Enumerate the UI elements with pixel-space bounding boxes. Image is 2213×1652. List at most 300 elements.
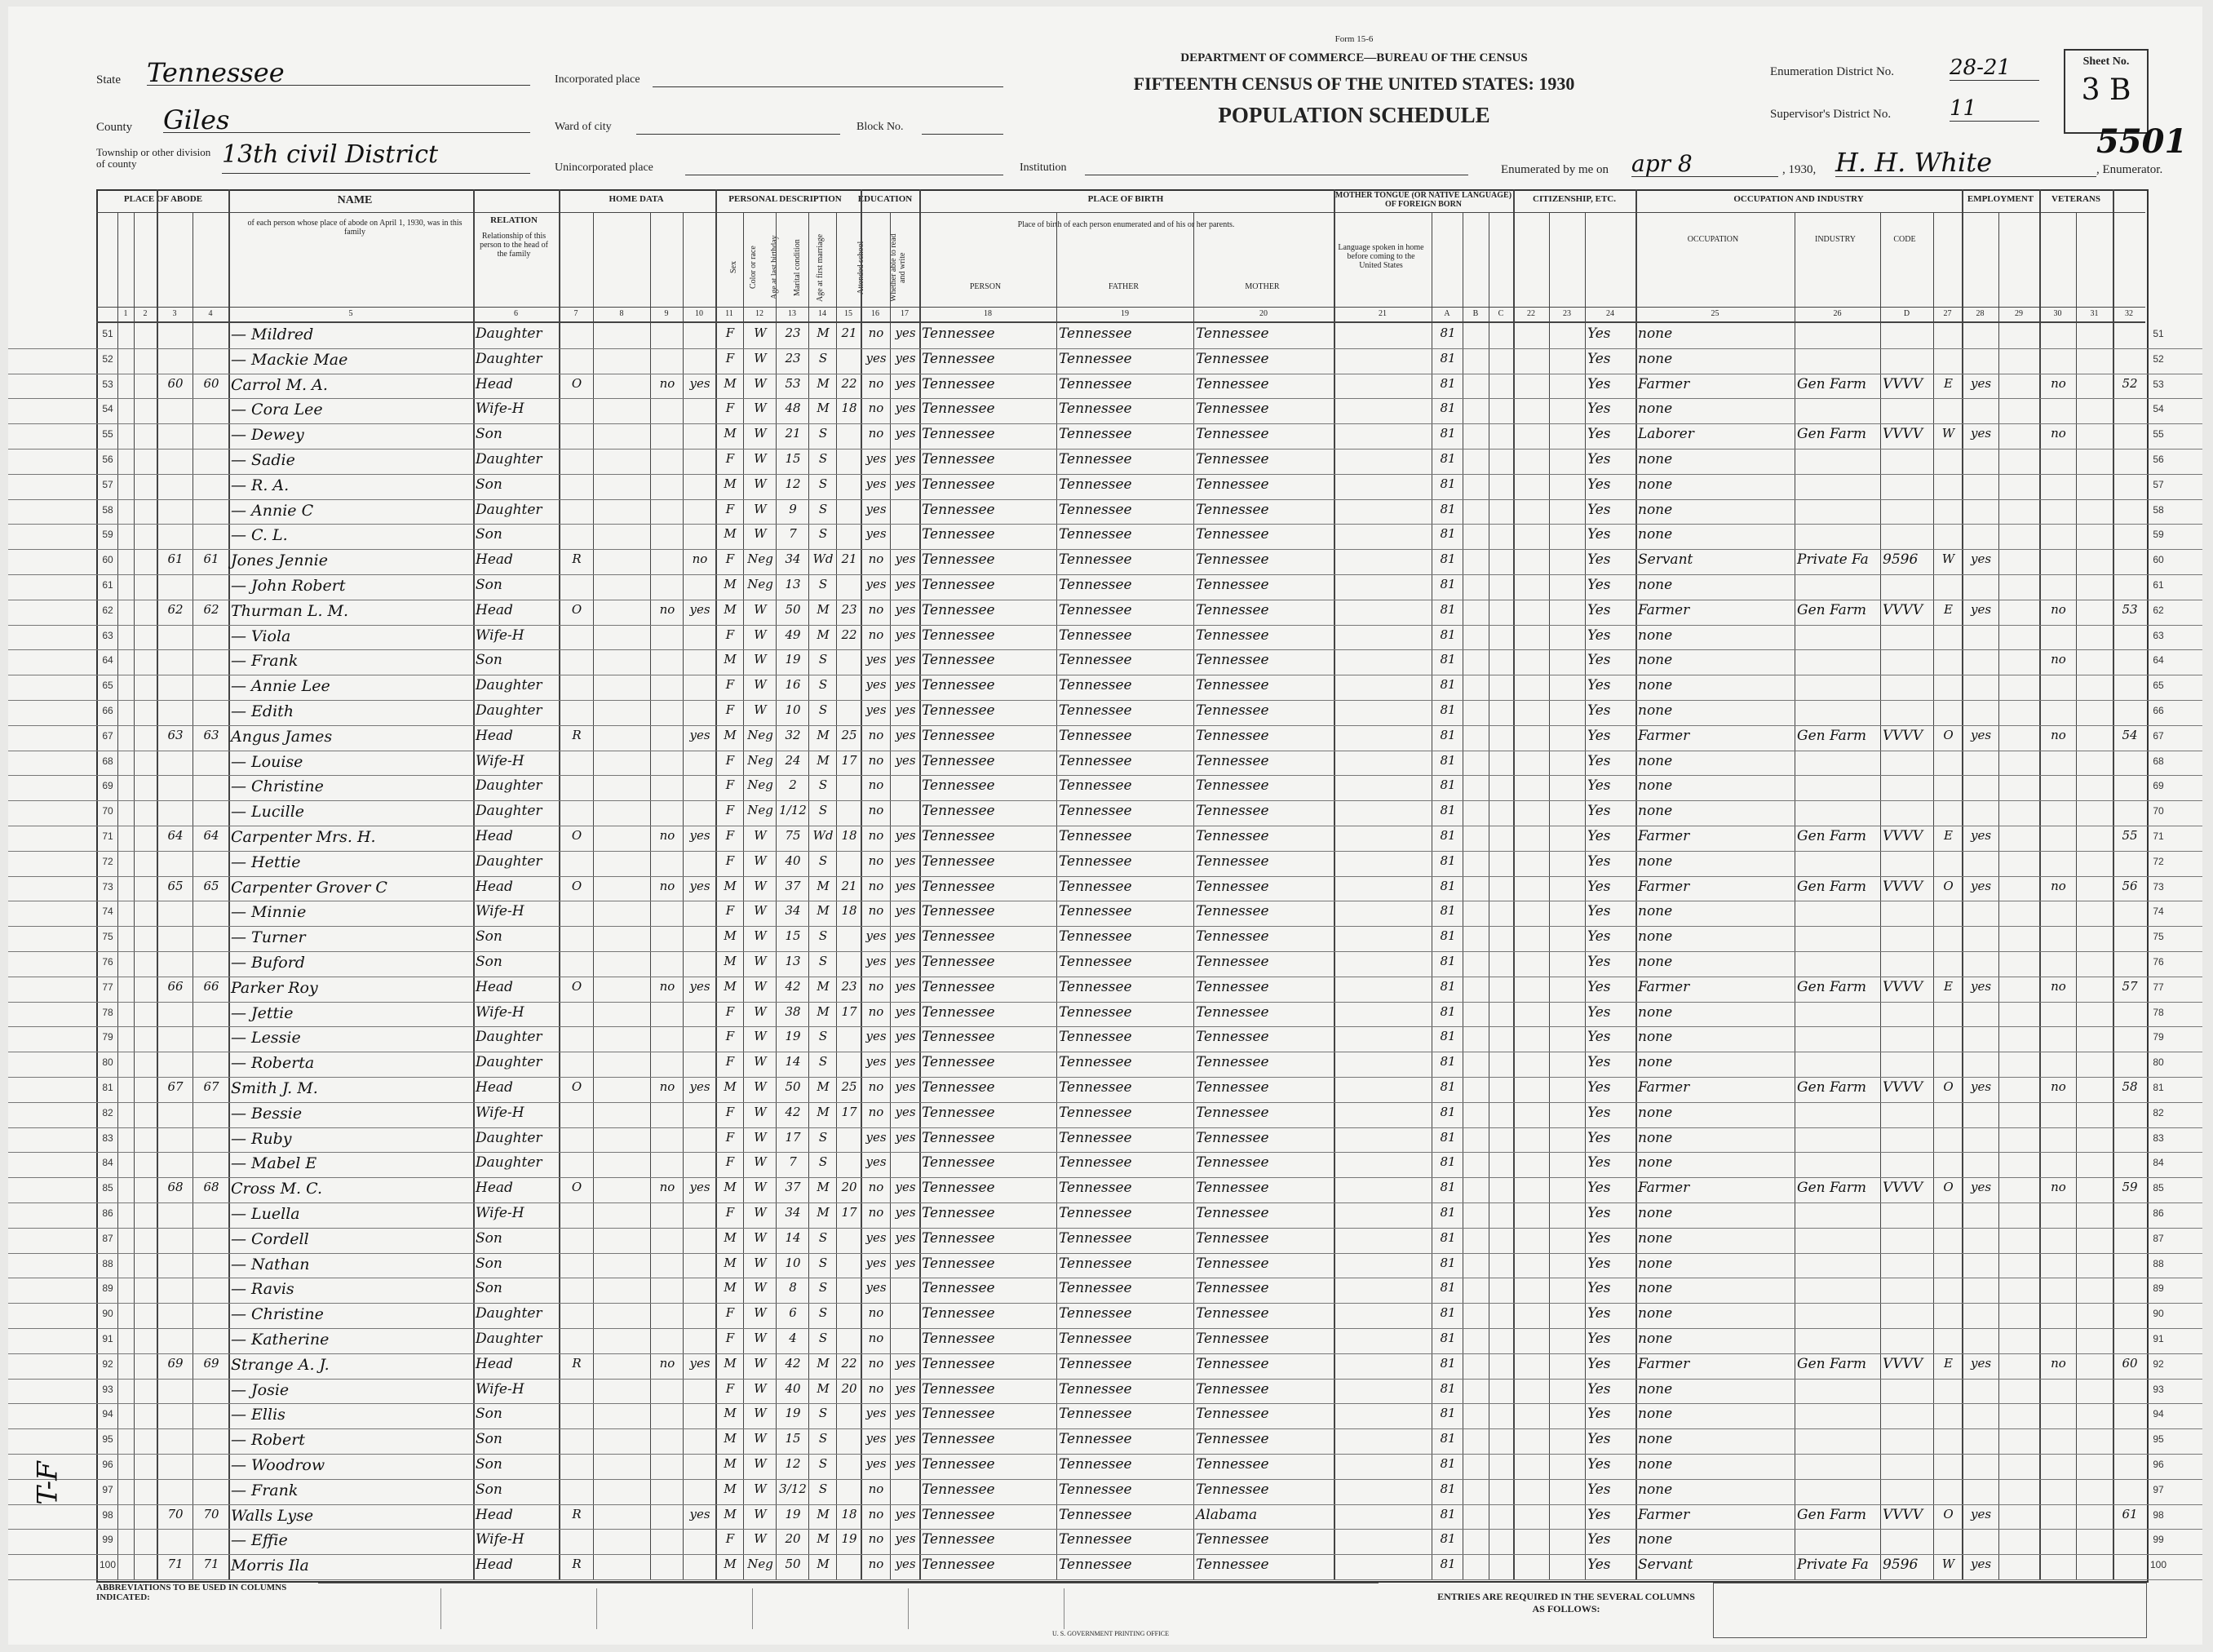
cell-age: 40	[785, 1380, 801, 1396]
cell-fbp: Tennessee	[1059, 1506, 1132, 1523]
table-row	[8, 876, 2202, 902]
cell-fbp: Tennessee	[1059, 350, 1132, 367]
cell-eng: Yes	[1587, 1305, 1611, 1322]
cell-fbp: Tennessee	[1059, 627, 1132, 644]
cell-radio: no	[659, 1355, 675, 1371]
cell-eng: Yes	[1587, 928, 1611, 946]
table-row	[8, 1102, 2202, 1128]
cell-code: 81	[1440, 501, 1456, 516]
cell-emp: yes	[1970, 828, 1992, 843]
cell-mbp: Tennessee	[1196, 652, 1269, 669]
cell-mbp: Tennessee	[1196, 1180, 1269, 1197]
cell-code: 81	[1440, 601, 1456, 617]
cell-mbp: Tennessee	[1196, 1406, 1269, 1423]
cell-mar: S	[818, 1431, 828, 1446]
cell-sch: no	[868, 551, 884, 567]
cell-mar: S	[818, 1255, 828, 1270]
cell-rel: Daughter	[476, 1029, 542, 1046]
table-row	[8, 1454, 2202, 1480]
cell-bp: Tennessee	[922, 1029, 995, 1046]
cell-cls: O	[1943, 1079, 1954, 1094]
cell-mar: S	[818, 652, 828, 667]
cell-fbp: Tennessee	[1059, 1255, 1132, 1272]
cell-eng: Yes	[1587, 1003, 1611, 1021]
cell-radio: no	[659, 375, 675, 391]
table-row	[8, 826, 2202, 852]
cell-home: O	[571, 1079, 582, 1094]
ward-line	[636, 121, 840, 135]
line-number-right: 95	[2153, 1433, 2164, 1446]
cell-mbp: Tennessee	[1196, 1280, 1269, 1297]
cell-rw: yes	[895, 1431, 916, 1446]
cell-sex: M	[724, 1431, 737, 1446]
cell-age: 23	[785, 350, 801, 365]
cell-code: 81	[1440, 1406, 1456, 1421]
cell-rw: yes	[895, 752, 916, 768]
cell-eng: Yes	[1587, 426, 1611, 443]
cell-rel: Daughter	[476, 853, 542, 870]
line-number-right: 54	[2153, 403, 2164, 415]
cell-fbp: Tennessee	[1059, 476, 1132, 493]
cell-race: W	[754, 1431, 767, 1446]
cell-occ: Laborer	[1638, 426, 1694, 443]
cell-occ: none	[1638, 1380, 1673, 1397]
cell-occ: none	[1638, 652, 1673, 669]
cell-fbp: Tennessee	[1059, 1054, 1132, 1071]
line-number-right: 58	[2153, 503, 2164, 516]
cell-rw: yes	[895, 652, 916, 667]
cell-farm: yes	[689, 828, 710, 843]
cell-rel: Wife-H	[476, 401, 524, 418]
line-number-right: 97	[2153, 1483, 2164, 1495]
cell-rw: yes	[895, 828, 916, 843]
line-number: 65	[102, 680, 113, 692]
cell-sch: no	[868, 727, 884, 742]
cell-dwell: 69	[167, 1355, 184, 1371]
group-education: EDUCATION	[857, 194, 913, 204]
cell-rel: Daughter	[476, 451, 542, 467]
incorporated-line	[653, 72, 1003, 87]
table-row	[8, 1278, 2202, 1304]
cell-occ: none	[1638, 677, 1673, 694]
cell-emp: yes	[1970, 551, 1992, 567]
cell-fbp: Tennessee	[1059, 1355, 1132, 1372]
cell-rw: yes	[895, 1003, 916, 1019]
table-row	[8, 1529, 2202, 1555]
cell-code: 81	[1440, 1229, 1456, 1245]
cell-code: 81	[1440, 1380, 1456, 1396]
line-number: 62	[102, 604, 113, 616]
line-number-right: 87	[2153, 1232, 2164, 1244]
cell-ocode: VVVV	[1883, 878, 1923, 895]
sheet-value: 3 B	[2081, 73, 2131, 107]
cell-sch: no	[868, 601, 884, 617]
cell-occ: none	[1638, 1205, 1673, 1221]
cell-rel: Daughter	[476, 1129, 542, 1146]
cell-sex: M	[724, 1506, 737, 1521]
county-value: Giles	[163, 104, 530, 133]
line-number-right: 84	[2153, 1157, 2164, 1169]
cell-fam: 60	[203, 375, 219, 391]
cell-name: Strange A. J.	[231, 1355, 330, 1374]
cell-mar: S	[818, 777, 828, 793]
cell-fbp: Tennessee	[1059, 1280, 1132, 1297]
cell-fbp: Tennessee	[1059, 601, 1132, 618]
cell-rel: Daughter	[476, 501, 542, 518]
cell-mar: S	[818, 1406, 828, 1421]
cell-rel: Son	[476, 928, 502, 946]
cell-bp: Tennessee	[922, 803, 995, 820]
table-row	[8, 1379, 2202, 1405]
cell-mar: M	[817, 978, 830, 994]
cell-dwell: 66	[167, 978, 184, 994]
line-number: 76	[102, 956, 113, 968]
cell-code: 81	[1440, 903, 1456, 919]
cell-sex: M	[724, 526, 737, 542]
cell-race: W	[754, 426, 767, 441]
cell-dwell: 68	[167, 1180, 184, 1195]
cell-farm: yes	[689, 727, 710, 742]
column-number: B	[1472, 309, 1479, 318]
cell-rw: yes	[895, 577, 916, 591]
cell-rw: yes	[895, 401, 916, 416]
cell-fam: 66	[203, 978, 219, 994]
line-number: 94	[102, 1408, 113, 1420]
cell-fbp: Tennessee	[1059, 1531, 1132, 1548]
cell-occ: none	[1638, 1481, 1673, 1498]
cell-occ: none	[1638, 1280, 1673, 1297]
cell-fam: 63	[203, 727, 219, 742]
cell-race: W	[754, 702, 767, 717]
cell-code: 81	[1440, 1456, 1456, 1471]
cell-name: Smith J. M.	[231, 1079, 318, 1097]
cell-code: 81	[1440, 1104, 1456, 1119]
cell-mar: S	[818, 1331, 828, 1345]
cell-dwell: 64	[167, 828, 184, 843]
township-label: Township or other division of county	[96, 146, 211, 170]
cell-home: O	[571, 978, 582, 994]
line-number-right: 64	[2153, 654, 2164, 667]
sheet-number-box	[2064, 49, 2149, 134]
cell-mar: M	[817, 627, 830, 642]
cell-name: — Minnie	[231, 903, 307, 922]
cell-mbp: Tennessee	[1196, 1380, 1269, 1397]
cell-mbp: Tennessee	[1196, 828, 1269, 844]
cell-ind: Gen Farm	[1797, 828, 1867, 844]
cell-sex: F	[725, 1205, 735, 1220]
cell-sex: F	[725, 326, 735, 340]
cell-bp: Tennessee	[922, 1305, 995, 1322]
cell-cls: W	[1941, 426, 1955, 441]
cell-sex: M	[724, 652, 737, 667]
cell-race: W	[754, 1355, 767, 1371]
column-number: 16	[871, 309, 879, 318]
cell-name: — Josie	[231, 1380, 290, 1399]
cell-occ: Farmer	[1638, 375, 1690, 392]
cell-race: W	[754, 1255, 767, 1270]
enum-district-label: Enumeration District No.	[1770, 65, 1895, 78]
cell-age: 12	[785, 1456, 801, 1471]
cell-rel: Daughter	[476, 326, 542, 342]
cell-age: 49	[785, 627, 801, 642]
cell-age: 19	[785, 1029, 801, 1044]
cell-mar: M	[817, 401, 830, 416]
cell-name: Carpenter Mrs. H.	[231, 828, 376, 846]
cell-age: 37	[785, 878, 801, 893]
cell-fbp: Tennessee	[1059, 1205, 1132, 1221]
cell-bp: Tennessee	[922, 1129, 995, 1146]
line-number: 56	[102, 454, 113, 465]
cell-age: 15	[785, 928, 801, 944]
cell-bp: Tennessee	[922, 978, 995, 995]
cell-eng: Yes	[1587, 1431, 1611, 1448]
column-number: 4	[208, 309, 213, 318]
cell-occ: Farmer	[1638, 1506, 1690, 1523]
column-number: 18	[984, 309, 992, 318]
township-value: 13th civil District	[222, 140, 530, 174]
cell-sex: F	[725, 1054, 735, 1070]
cell-name: — Christine	[231, 1305, 324, 1324]
table-row	[8, 851, 2202, 877]
cell-emp: yes	[1970, 601, 1992, 617]
cell-sex: F	[725, 803, 735, 818]
cell-occ: none	[1638, 627, 1673, 644]
cell-sex: M	[724, 601, 737, 617]
abbreviations-title: ABBREVIATIONS TO BE USED IN COLUMNS INDICATED:	[96, 1583, 287, 1602]
cell-age: 19	[785, 1406, 801, 1421]
cell-name: Parker Roy	[231, 978, 318, 997]
line-number-right: 85	[2153, 1182, 2164, 1194]
census-sheet	[8, 7, 2202, 1645]
cell-sex: F	[725, 501, 735, 516]
cell-race: W	[754, 1331, 767, 1345]
cell-rw: yes	[895, 853, 916, 868]
group-relation: RELATION	[490, 215, 538, 225]
line-number-right: 62	[2153, 604, 2164, 616]
cell-occ: none	[1638, 1229, 1673, 1247]
cell-sex: M	[724, 878, 737, 893]
cell-fbp: Tennessee	[1059, 702, 1132, 719]
cell-fbp: Tennessee	[1059, 426, 1132, 443]
line-number: 59	[102, 529, 113, 541]
line-number: 100	[99, 1559, 117, 1571]
line-number-right: 67	[2153, 729, 2164, 742]
cell-rel: Head	[476, 828, 513, 844]
cell-rel: Daughter	[476, 1154, 542, 1171]
group-place-of-birth: PLACE OF BIRTH	[1087, 194, 1164, 204]
cell-age: 50	[785, 601, 801, 617]
cell-bp: Tennessee	[922, 1104, 995, 1121]
cell-age: 48	[785, 401, 801, 416]
cell-bp: Tennessee	[922, 1331, 995, 1347]
cell-race: W	[754, 501, 767, 516]
cell-fbp: Tennessee	[1059, 1481, 1132, 1498]
cell-mar: M	[817, 1104, 830, 1119]
cell-race: W	[754, 627, 767, 642]
cell-sch: no	[868, 903, 884, 919]
cell-age: 12	[785, 476, 801, 491]
cell-rw: yes	[895, 627, 916, 642]
cell-race: W	[754, 350, 767, 365]
cell-eng: Yes	[1587, 652, 1611, 669]
cell-race: W	[754, 1506, 767, 1521]
cell-sex: M	[724, 577, 737, 591]
cell-mbp: Tennessee	[1196, 702, 1269, 719]
cell-race: W	[754, 1280, 767, 1295]
cell-bp: Tennessee	[922, 1255, 995, 1272]
table-row	[8, 1353, 2202, 1380]
cell-emp: yes	[1970, 375, 1992, 391]
cell-sex: M	[724, 978, 737, 994]
group-occupation: OCCUPATION AND INDUSTRY	[1733, 194, 1864, 204]
cell-sch: no	[868, 375, 884, 391]
cell-home: O	[571, 878, 582, 893]
cell-mar: S	[818, 928, 828, 944]
cell-age: 2	[789, 777, 797, 793]
cell-sex: M	[724, 1079, 737, 1094]
name-description: of each person whose place of abode on April 1, 1930, was in this family	[247, 219, 463, 237]
cell-fbp: Tennessee	[1059, 1029, 1132, 1046]
cell-eng: Yes	[1587, 1129, 1611, 1146]
line-number-right: 51	[2153, 328, 2164, 339]
cell-name: Thurman L. M.	[231, 601, 349, 620]
cell-race: W	[754, 903, 767, 919]
relation-description: Relationship of this person to the head of the family	[480, 232, 548, 259]
cell-sex: F	[725, 752, 735, 768]
cell-afm: 18	[841, 401, 857, 416]
cell-code: 81	[1440, 350, 1456, 365]
cell-bp: Tennessee	[922, 677, 995, 694]
line-number-right: 75	[2153, 931, 2164, 943]
cell-eng: Yes	[1587, 375, 1611, 392]
cell-name: Morris Ila	[231, 1557, 309, 1575]
cell-eng: Yes	[1587, 777, 1611, 795]
cell-eng: Yes	[1587, 401, 1611, 418]
column-number: 3	[172, 309, 177, 318]
cell-rw: yes	[895, 326, 916, 340]
cell-mbp: Tennessee	[1196, 476, 1269, 493]
cell-code: 81	[1440, 375, 1456, 391]
cell-code: 81	[1440, 1481, 1456, 1496]
cell-mar: M	[817, 326, 830, 340]
cell-ind: Gen Farm	[1797, 727, 1867, 744]
group-personal: PERSONAL DESCRIPTION	[728, 194, 842, 204]
cell-race: W	[754, 954, 767, 968]
line-number-right: 57	[2153, 478, 2164, 490]
cell-farmno: 60	[2122, 1355, 2138, 1371]
table-row	[8, 1554, 2202, 1580]
cell-dwell: 60	[167, 375, 184, 391]
cell-race: W	[754, 853, 767, 868]
cell-code: 81	[1440, 326, 1456, 340]
label-read-write: Whether able to read and write	[889, 233, 907, 302]
column-number: 17	[901, 309, 909, 318]
cell-mbp: Tennessee	[1196, 1557, 1269, 1574]
cell-ocode: VVVV	[1883, 375, 1923, 392]
cell-mar: S	[818, 1305, 828, 1321]
cell-rel: Daughter	[476, 777, 542, 795]
cell-mar: S	[818, 526, 828, 542]
line-number-right: 99	[2153, 1534, 2164, 1546]
line-number: 73	[102, 880, 113, 892]
ward-label: Ward of city	[555, 121, 612, 133]
cell-mar: S	[818, 803, 828, 818]
cell-race: W	[754, 1380, 767, 1396]
column-number: D	[1903, 309, 1910, 318]
cell-age: 7	[789, 526, 797, 542]
cell-bp: Tennessee	[922, 777, 995, 795]
cell-vet: no	[2051, 1079, 2066, 1094]
cell-name: — Ravis	[231, 1280, 294, 1299]
enum-district-value: 28-21	[1950, 55, 2039, 81]
cell-bp: Tennessee	[922, 954, 995, 970]
line-number: 79	[102, 1031, 113, 1043]
cell-ocode: 9596	[1883, 1557, 1919, 1574]
cell-code: 81	[1440, 476, 1456, 491]
cell-sch: yes	[865, 1255, 887, 1270]
cell-name: — Nathan	[231, 1255, 310, 1273]
cell-sex: F	[725, 828, 735, 843]
line-number: 69	[102, 780, 113, 792]
cell-rel: Daughter	[476, 1054, 542, 1071]
cell-sex: M	[724, 375, 737, 391]
cell-race: W	[754, 1054, 767, 1070]
cell-age: 24	[785, 752, 801, 768]
cell-eng: Yes	[1587, 1054, 1611, 1071]
group-place-of-abode: PLACE OF ABODE	[123, 194, 203, 204]
table-row	[8, 1077, 2202, 1103]
cell-bp: Tennessee	[922, 526, 995, 543]
cell-fbp: Tennessee	[1059, 903, 1132, 920]
cell-mbp: Tennessee	[1196, 777, 1269, 795]
line-number-right: 88	[2153, 1257, 2164, 1269]
cell-sex: F	[725, 1305, 735, 1321]
cell-sex: M	[724, 1456, 737, 1471]
cell-sex: F	[725, 903, 735, 919]
cell-sex: M	[724, 1355, 737, 1371]
cell-eng: Yes	[1587, 1506, 1611, 1523]
cell-cls: O	[1943, 1180, 1954, 1195]
cell-race: Neg	[747, 551, 773, 567]
cell-mbp: Tennessee	[1196, 1129, 1269, 1146]
cell-name: — Annie C	[231, 501, 314, 520]
institution-line	[1085, 160, 1468, 175]
state-label: State	[96, 73, 121, 86]
line-number: 77	[102, 981, 113, 993]
cell-eng: Yes	[1587, 853, 1611, 870]
form-number: Form 15-6	[1334, 34, 1374, 44]
line-number: 81	[102, 1082, 113, 1093]
cell-race: W	[754, 1129, 767, 1145]
cell-rw: yes	[895, 551, 916, 567]
cell-mbp: Tennessee	[1196, 1531, 1269, 1548]
cell-race: W	[754, 1481, 767, 1496]
cell-bp: Tennessee	[922, 350, 995, 367]
cell-mbp: Tennessee	[1196, 752, 1269, 769]
cell-sch: yes	[865, 1154, 887, 1170]
cell-cls: E	[1944, 828, 1953, 843]
column-number: 24	[1606, 309, 1614, 318]
cell-mbp: Tennessee	[1196, 577, 1269, 593]
line-number-right: 55	[2153, 428, 2164, 441]
cell-rw: yes	[895, 1406, 916, 1421]
line-number: 74	[102, 906, 113, 918]
cell-sex: F	[725, 1104, 735, 1119]
column-number: 1	[123, 309, 128, 318]
line-number: 57	[102, 478, 113, 490]
supervisor-value: 11	[1950, 96, 2039, 122]
cell-bp: Tennessee	[922, 1079, 995, 1096]
